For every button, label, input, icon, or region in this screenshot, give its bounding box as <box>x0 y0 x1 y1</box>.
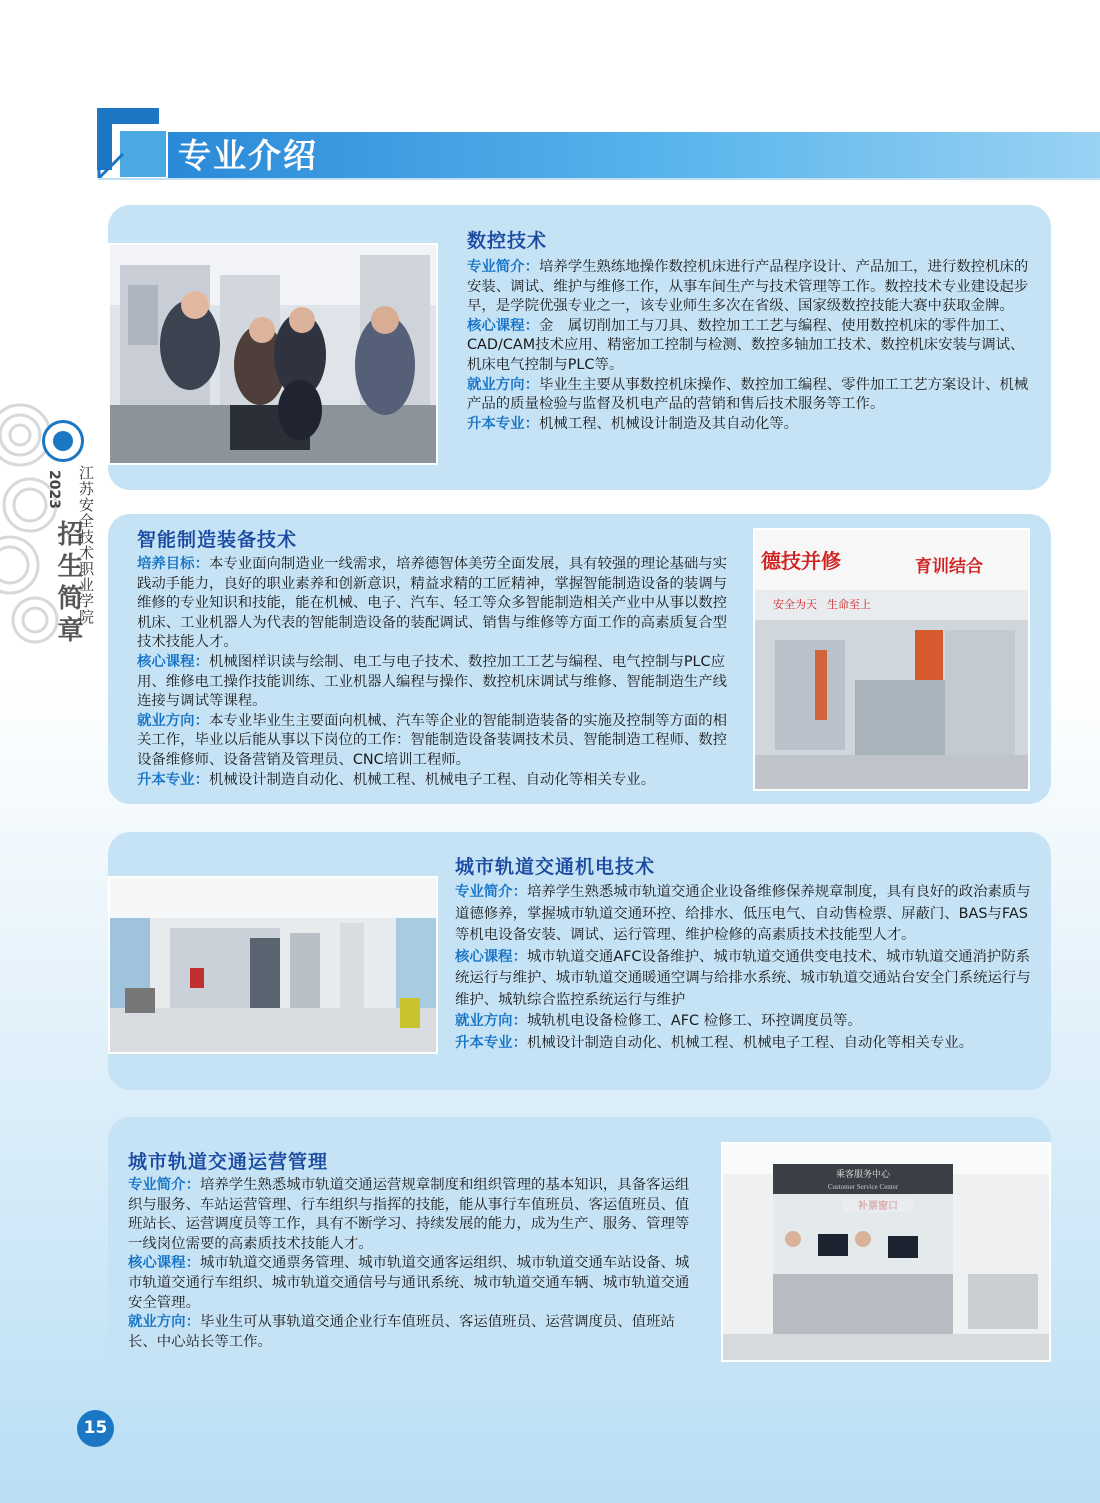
section-courses: 核心课程：金 属切削加工与刀具、数控加工工艺与编程、使用数控机床的零件加工、CAD/CAM技术应用、精密加工控制与检测、数控多轴加工技术、数控机床安装与调试、机床电气控制与PLC等。 <box>467 317 1025 373</box>
school-logo-icon <box>42 420 84 462</box>
header-deco-square-inner <box>120 131 166 177</box>
section-employment: 就业方向：本专业毕业生主要面向机械、汽车等企业的智能制造装备的实施及控制等方面的相关工作，毕业以后能从事以下岗位的工作：智能制造设备装调技术员、智能制造工程师、数控设备维修师、设备营销及管理员、CNC培训工程师。 <box>137 712 728 768</box>
major-description <box>467 258 1029 434</box>
brochure-year: 2023 <box>46 470 62 509</box>
header-corner-mark <box>97 140 125 180</box>
photo-sign-text: 德技并修 <box>761 551 841 573</box>
school-name: 江苏安全技术职业学院 <box>77 465 95 625</box>
photo-sign-text: Customer Service Center <box>827 1183 899 1191</box>
header-underline <box>98 178 1100 180</box>
photo-cnc-lab <box>108 243 438 465</box>
photo-rail-equipment-lab <box>108 876 438 1054</box>
section-intro: 专业简介：培养学生熟悉城市轨道交通运营规章制度和组织管理的基本知识，具备客运组织与服务、车站运营管理、行车组织与指挥的技能，能从事行车值班员、客运值班员、值班站长、运营调度员等工作，具有不断学习、持续发展的能力，成为生产、服务、管理等一线岗位需要的高素质技术技能人才。 <box>128 1177 690 1252</box>
photo-sign-text: 乘客服务中心 <box>835 1169 891 1179</box>
section-goal: 培养目标：本专业面向制造业一线需求，培养德智体美劳全面发展，具有较强的理论基础与实践动手能力，良好的职业素养和创新意识，精益求精的工匠精神，掌握智能制造设备的装调与维修的专业知识和技能，能在机械、电子、汽车、轻工等众多智能制造相关产业中从事以数控机床、工业机器人为代表的智能制造设备的装配调试、销售与维修等方面工作的高素质复合型技术技能人才。 <box>137 556 728 651</box>
section-intro: 专业简介：培养学生熟悉城市轨道交通企业设备维修保养规章制度，具有良好的政治素质与道德修养，掌握城市轨道交通环控、给排水、低压电气、自动售检票、屏蔽门、BAS与FAS等机电设备安装、调试、运行管理、维护检修的高素质技术技能型人才。 <box>455 884 1031 943</box>
brochure-title: 招生简章 <box>53 520 83 648</box>
section-employment: 就业方向：毕业生可从事轨道交通企业行车值班员、客运值班员、运营调度员、值班站长、中心站长等工作。 <box>128 1314 675 1350</box>
section-employment: 就业方向：毕业生主要从事数控机床操作、数控加工编程、零件加工工艺方案设计、机械产品的质量检验与监督及机电产品的营销和售后技术服务等工作。 <box>467 376 1029 413</box>
major-title: 城市轨道交通机电技术 <box>455 856 656 878</box>
major-title: 城市轨道交通运营管理 <box>128 1151 329 1173</box>
section-upgrade: 升本专业：机械设计制造自动化、机械工程、机械电子工程、自动化等相关专业。 <box>455 1034 974 1051</box>
photo-sign-text: 生命至上 <box>827 599 871 611</box>
photo-sign-text: 安全为天 <box>773 599 817 611</box>
section-employment: 就业方向：城轨机电设备检修工、AFC 检修工、环控调度员等。 <box>455 1013 862 1029</box>
section-intro: 专业简介：培养学生熟练地操作数控机床进行产品程序设计、产品加工，进行数控机床的安装、调试、维护与维修工作，从事车间生产与技术管理等工作。数控技术专业建设起步早，是学院优强专业之一，该专业师生多次在省级、国家级数控技能大赛中获取金牌。 <box>467 259 1029 315</box>
section-upgrade: 升本专业：机械设计制造自动化、机械工程、机械电子工程、自动化等相关专业。 <box>137 771 656 788</box>
photo-robot-lab <box>753 528 1030 791</box>
major-title: 智能制造装备技术 <box>137 529 298 551</box>
section-courses: 核心课程：机械图样识读与绘制、电工与电子技术、数控加工工艺与编程、电气控制与PLC应用、维修电工操作技能训练、工业机器人编程与操作、数控机床调试与维修、智能制造生产线连接与调试等课程。 <box>137 653 728 710</box>
major-description <box>455 882 1033 1054</box>
page-title: 专业介绍 <box>178 136 318 175</box>
section-courses: 核心课程：城市轨道交通AFC设备维护、城市轨道交通供变电技术、城市轨道交通消护防系统运行与维护、城市轨道交通暖通空调与给排水系统、城市轨道交通站台安全门系统运行与维护、城轨综合监控系统运行与维护 <box>455 948 1031 1008</box>
major-title: 数控技术 <box>467 230 548 252</box>
section-upgrade: 升本专业：机械工程、机械设计制造及其自动化等。 <box>467 415 799 432</box>
photo-service-center <box>721 1142 1051 1362</box>
major-description <box>128 1176 700 1352</box>
major-description <box>137 555 735 790</box>
page-number: 15 <box>77 1410 114 1447</box>
section-courses: 核心课程：城市轨道交通票务管理、城市轨道交通客运组织、城市轨道交通车站设备、城市轨道交通行车组织、城市轨道交通信号与通讯系统、城市轨道交通车辆、城市轨道交通安全管理。 <box>128 1255 690 1311</box>
photo-sign-text: 育训结合 <box>915 557 983 576</box>
